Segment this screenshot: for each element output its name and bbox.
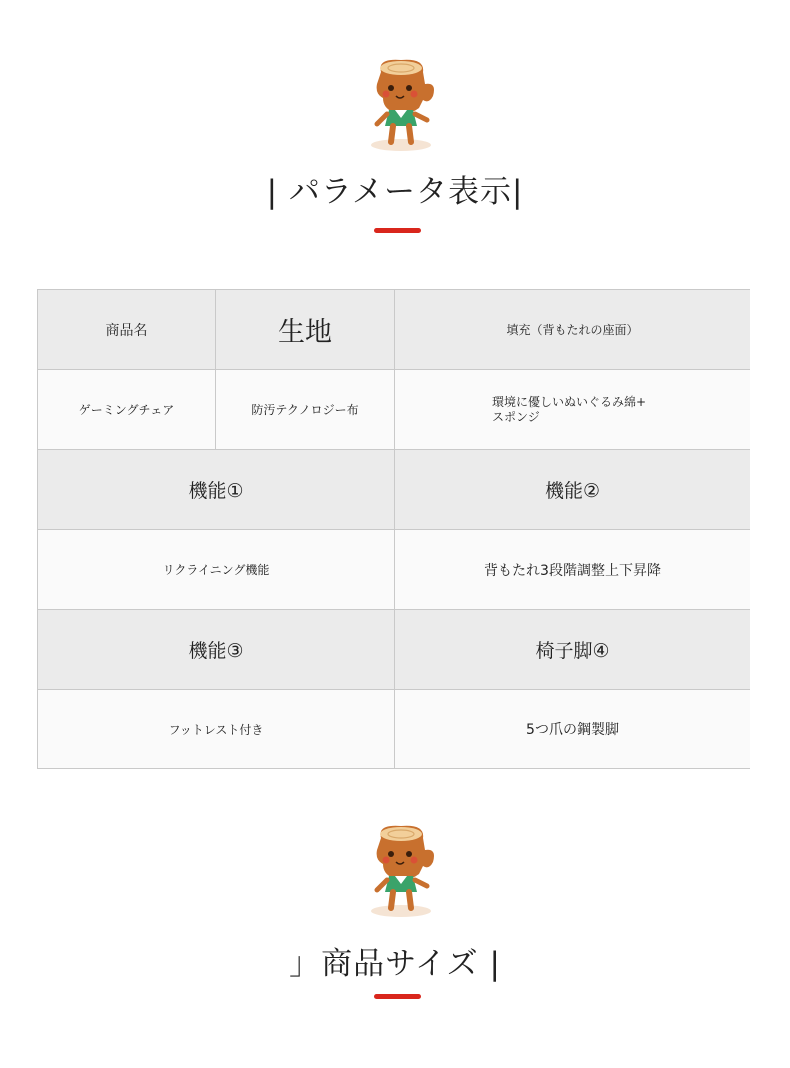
function3-label: 機能③ — [38, 610, 395, 690]
function2-value: 背もたれ3段階調整上下昇降 — [395, 530, 750, 610]
filling-value — [395, 370, 750, 450]
filling-value-line2: スポンジ — [492, 409, 540, 424]
product-name-value: ゲーミングチェア — [38, 370, 216, 450]
tree-stump-mascot-icon — [361, 54, 441, 154]
function1-label: 機能① — [38, 450, 395, 530]
parameter-table — [37, 289, 750, 769]
section-title-product-size: 」商品サイズ | — [289, 946, 501, 982]
title-underline — [374, 228, 421, 233]
title-underline — [374, 994, 421, 999]
product-name-label: 商品名 — [38, 290, 216, 370]
chair-leg-value: 5つ爪の鋼製脚 — [395, 690, 750, 768]
function3-value: フットレスト付き — [38, 690, 395, 768]
function2-label: 機能② — [395, 450, 750, 530]
fabric-value: 防汚テクノロジー布 — [216, 370, 395, 450]
tree-stump-mascot-icon — [361, 820, 441, 920]
function1-value: リクライニング機能 — [38, 530, 395, 610]
section-title-parameters: | パラメータ表示| — [266, 174, 524, 210]
filling-label: 填充（背もたれの座面） — [395, 290, 750, 370]
fabric-label: 生地 — [216, 290, 395, 370]
chair-leg-label: 椅子脚④ — [395, 610, 750, 690]
filling-value-line1: 環境に優しいぬいぐるみ綿+ — [492, 394, 647, 409]
